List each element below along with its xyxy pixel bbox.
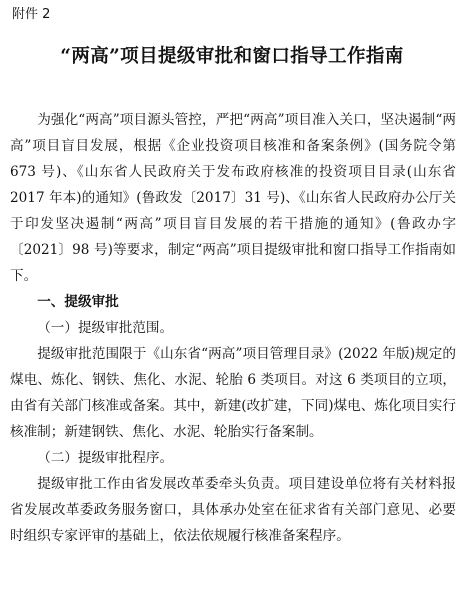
procedure-paragraph: 提级审批工作由省发展改革委牵头负责。项目建设单位将有关材料报省发展改革委政务服务窗口，具体承办处室在征求省有关部门意见、必要时组织专家评审的基础上，依法依规履行核准备案程序。 bbox=[10, 476, 456, 544]
document-title: “两高”项目提级审批和窗口指导工作指南 bbox=[60, 46, 404, 67]
subsection-heading-scope: （一）提级审批范围。 bbox=[37, 320, 174, 336]
section-heading-approval: 一、提级审批 bbox=[37, 294, 119, 310]
scope-paragraph: 提级审批范围限于《山东省“两高”项目管理目录》(2022 年版)规定的煤电、炼化、钢铁、焦化、水泥、轮胎 6 类项目。对这 6 类项目的立项，由省有关部门核准或备案。其中，新建(改扩建，下同)煤电、炼化项目实行核准制；新建钢铁、焦化、水泥、轮胎实行备案制。 bbox=[10, 346, 456, 440]
attachment-label: 附件 2 bbox=[12, 7, 51, 22]
intro-paragraph: 为强化“两高”项目源头管控，严把“两高”项目准入关口，坚决遏制“两高”项目盲目发展，根据《企业投资项目核准和备案条例》(国务院令第 673 号)、《山东省人民政府关于发布政府核准的投资项目目录(山东省 2017 年本)的通知》(鲁政发〔2017〕31 号)、《山东省人民政府办公厅关于印发坚决遏制“两高”项目盲目发展的若干措施的通知》(鲁政办字〔2021〕98 号)等要求，制定“两高”项目提级审批和窗口指导工作指南如下。 bbox=[10, 112, 456, 284]
document-body bbox=[10, 107, 456, 549]
subsection-heading-procedure: （二）提级审批程序。 bbox=[37, 450, 174, 466]
